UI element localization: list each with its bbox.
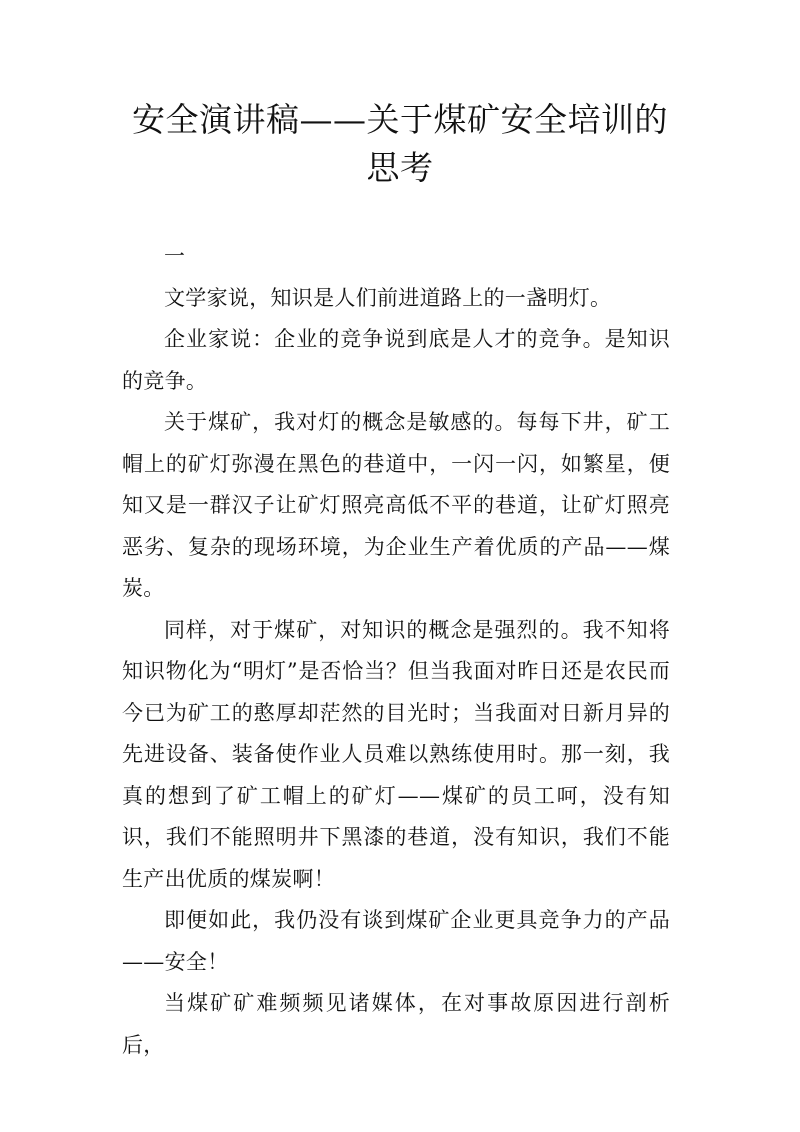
paragraph: 企业家说：企业的竞争说到底是人才的竞争。是知识的竞争。 <box>122 327 670 393</box>
document-title: 安全演讲稿——关于煤矿安全培训的思考 <box>132 100 668 187</box>
paragraph: 即便如此，我仍没有谈到煤矿企业更具竞争力的产品——安全！ <box>122 908 670 974</box>
paragraph: 文学家说，知识是人们前进道路上的一盏明灯。 <box>164 285 612 310</box>
section-number: 一 <box>164 244 186 268</box>
document-body <box>122 236 670 1066</box>
paragraph: 同样，对于煤矿，对知识的概念是强烈的。我不知将知识物化为“明灯”是否恰当？但当我面对昨日还是农民而今已为矿工的憨厚却茫然的目光时；当我面对日新月异的先进设备、装备使作业人员难以熟练使用时。那一刻，我真的想到了矿工帽上的矿灯——煤矿的员工呵，没有知识，我们不能照明井下黑漆的巷道，没有知识，我们不能生产出优质的煤炭啊！ <box>122 617 670 891</box>
paragraph: 当煤矿矿难频频见诸媒体，在对事故原因进行剖析后， <box>122 991 670 1057</box>
paragraph: 关于煤矿，我对灯的概念是敏感的。每每下井，矿工帽上的矿灯弥漫在黑色的巷道中，一闪一闪，如繁星，便知又是一群汉子让矿灯照亮高低不平的巷道，让矿灯照亮恶劣、复杂的现场环境，为企业生产着优质的产品——煤炭。 <box>122 410 670 600</box>
